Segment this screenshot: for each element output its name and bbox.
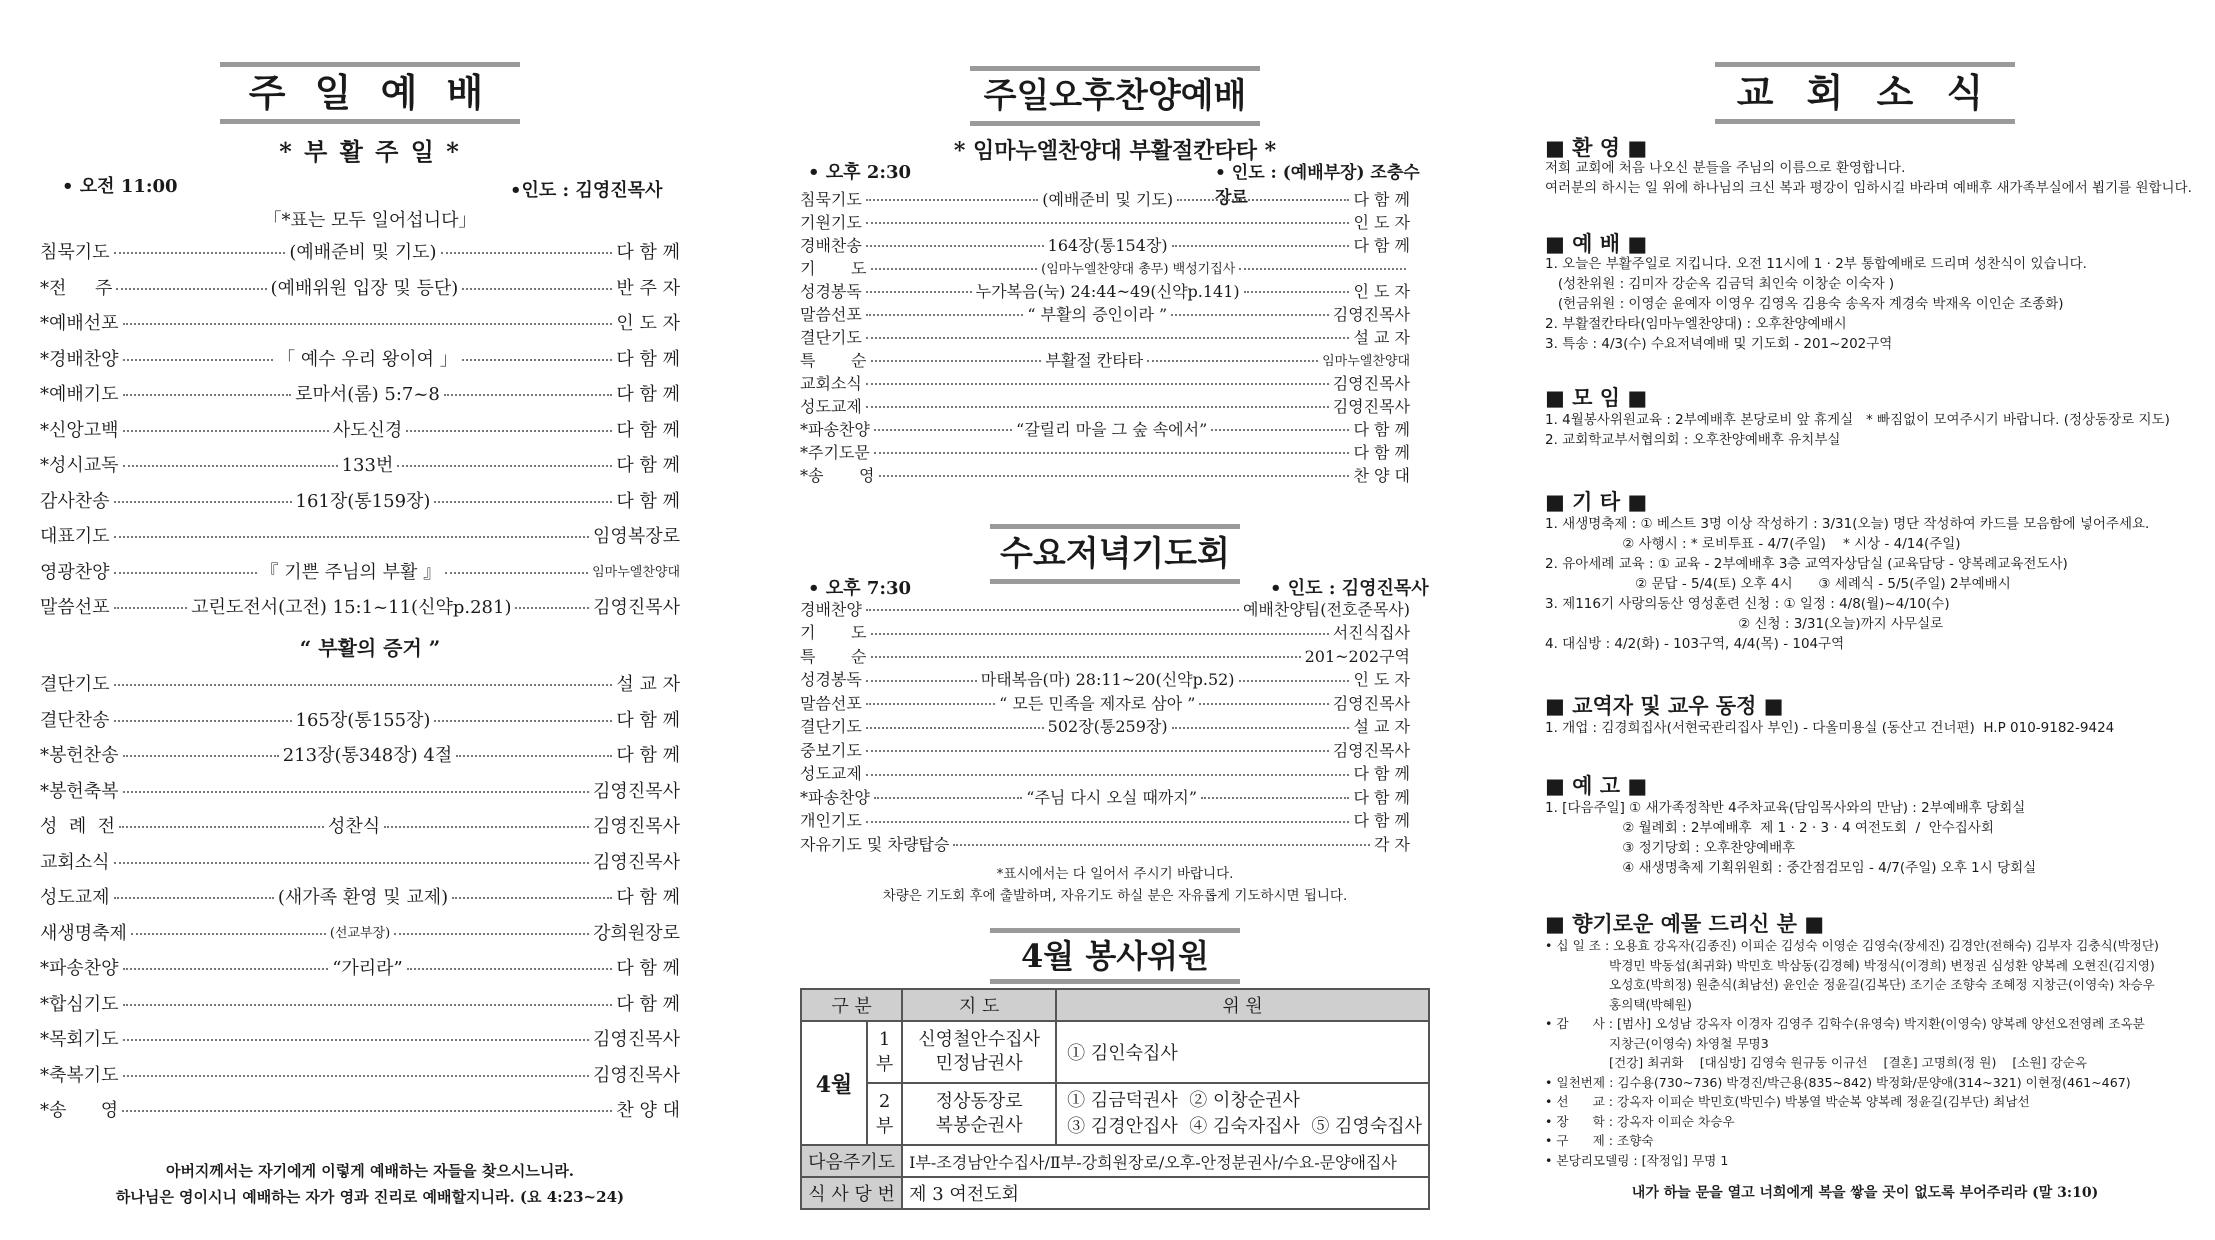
program-responsible: 다 함 께 (1353, 764, 1410, 783)
dot-leader (384, 826, 589, 828)
dot-leader (119, 826, 324, 828)
offering-text: • 십 일 조 : 오용효 강옥자(김종진) 이피순 김성숙 이영순 김영숙(장세진) 김경안(전해숙) 김부자 김충식(박정단) 박경민 박동섭(최귀화) 박민호 박삼동(김경혜) 박정식(이경희) 변정권 심성환 양복례 오현진(김지영) 오성호(박희정) 원춘식(최남선) 윤인순 정윤길(김복단) 조기순 조향숙 조혜정 지창근(이영숙) 차승우 홍의택(박혜원) • 감 사 : [범사] 오성남 강옥자 이경자 김영주 김학수(유영숙) 박지환(이영숙) 양복례 양선오전영례 조옥분 지창근(이영숙) 차영철 무명3 [건강] 최귀화 [대심방] 김영숙 원규동 이규선 [결혼] 고명희(정 원) [소원] 강순옥 • 일천번제 : 김수용(730~736) 박경진/박근용(835~842) 박정화/문양애(314~321) 이현정(461~467) • 선 교 : 강옥자 이피순 박민호(박민수) 박봉열 박순복 양복례 정윤길(김부단) 최남선 • 장 학 : 강옥자 이피순 차승우 • 구 제 : 조향숙 • 본당리모델링 : [작정입] 무명 1 (1545, 938, 2159, 1168)
dot-leader (123, 968, 329, 970)
program-detail: “갈릴리 마을 그 숲 속에서” (1016, 419, 1208, 439)
program-detail: 502장(통259장) (1047, 717, 1168, 736)
program-row (800, 738, 1410, 760)
dot-leader (866, 199, 1038, 201)
program-responsible: 김영진목사 (1332, 693, 1410, 713)
program-responsible: 다 함 께 (616, 455, 681, 476)
wednesday-leader: • 인도 : 김영진목사 (1270, 578, 1429, 599)
stand-note: 「*표는 모두 일어섭니다」 (263, 210, 477, 231)
program-detail: “ 모든 민족을 제자로 삼아 ” (999, 693, 1196, 713)
program-label: 기 도 (800, 623, 867, 642)
table-members-2 (1056, 1083, 1429, 1145)
dot-leader (406, 430, 612, 432)
program-responsible: 다 함 께 (616, 958, 680, 979)
dot-leader (1199, 703, 1328, 705)
program-label: 경배찬양 (800, 599, 862, 619)
table-month: 4월 (801, 1021, 867, 1145)
program-row (800, 348, 1410, 370)
program-label: *송 영 (40, 1100, 119, 1121)
church-news-column (1545, 0, 2192, 1240)
program-label: 감사찬송 (40, 490, 110, 512)
program-detail: 부활절 칸타타 (1045, 350, 1144, 370)
program-responsible: 다 함 께 (616, 419, 681, 441)
program-detail: (예배준비 및 기도) (289, 242, 437, 263)
program-label: *경배찬양 (40, 348, 119, 370)
program-label: 교회소식 (40, 851, 110, 873)
program-detail: 133번 (341, 455, 394, 476)
program-responsible: 다 함 께 (616, 348, 680, 370)
closing-verse-2: 하나님은 영이시니 예배하는 자가 영과 진리로 예배할지니라. (요 4:23~24) (115, 1188, 625, 1206)
program-responsible: 찬 양 대 (1353, 465, 1410, 485)
dot-leader (874, 429, 1012, 431)
vehicle-note: 차량은 기도회 후에 출발하며, 자유기도 하실 분은 자유롭게 기도하시면 됩니다. (882, 888, 1348, 904)
program-responsible: 다 함 께 (616, 384, 680, 405)
program-detail: 213장(통348장) 4절 (282, 745, 453, 766)
notice-title: ■ 예 고 ■ (1545, 774, 1648, 798)
dot-leader (1172, 727, 1350, 729)
program-row (800, 644, 1410, 666)
program-label: 영광찬양 (40, 561, 110, 583)
program-responsible: 다 함 께 (1353, 442, 1410, 462)
program-label: *전 주 (40, 277, 113, 299)
staff-news-text: 1. 개업 : 김경희집사(서현국관리집사 부인) - 다올미용실 (동산고 건너편) H.P 010-9182-9424 (1545, 720, 2115, 736)
dot-leader (866, 821, 1350, 823)
program-responsible: 다 함 께 (616, 993, 680, 1015)
program-row (40, 704, 680, 734)
program-row (800, 210, 1410, 232)
dot-leader (866, 314, 1024, 316)
table-members-1: ① 김인숙집사 (1056, 1021, 1429, 1083)
staff-news-title: ■ 교역자 및 교우 동정 ■ (1545, 694, 1784, 718)
dot-leader (407, 968, 613, 970)
program-label: 개인기도 (800, 811, 862, 830)
dot-leader (456, 755, 612, 757)
table-header-division: 구 분 (801, 989, 902, 1021)
program-row (800, 440, 1410, 462)
program-row (40, 556, 680, 586)
program-row (40, 810, 680, 840)
program-detail: (선교부장) (329, 926, 391, 941)
program-responsible: 김영진목사 (1332, 740, 1410, 760)
program-row (40, 236, 680, 266)
table-members-2a: ① 김금덕권사 ② 이창순권사 (1067, 1090, 1300, 1111)
dot-leader (131, 933, 326, 935)
dot-leader (452, 897, 612, 899)
church-news-title: 교 회 소 식 (1715, 62, 2015, 124)
dot-leader (434, 501, 612, 503)
program-responsible: 김영진목사 (593, 816, 680, 837)
program-responsible: 설 교 자 (1353, 327, 1410, 347)
closing-verse-3: 내가 하늘 문을 열고 너희에게 복을 쌓을 곳이 없도록 부어주리라 (말 3:10) (1631, 1185, 2099, 1201)
table-header-guide: 지 도 (902, 989, 1056, 1021)
dot-leader (394, 933, 589, 935)
program-label: 자유기도 및 차량탑승 (800, 834, 950, 854)
program-row (800, 417, 1410, 439)
program-responsible: 201~202구역 (1304, 646, 1410, 666)
program-responsible: 다 함 께 (1353, 419, 1411, 439)
program-row (800, 279, 1410, 301)
program-label: 말씀선포 (800, 693, 862, 713)
program-detail: 「 예수 우리 왕이여 」 (277, 348, 458, 370)
program-row (40, 917, 680, 947)
dot-leader (1172, 245, 1350, 247)
program-row (800, 256, 1410, 278)
program-detail: 마태복음(마) 28:11~20(신약p.52) (980, 670, 1235, 689)
afternoon-worship-subtitle: * 임마누엘찬양대 부활절칸타타 * (953, 138, 1277, 164)
program-row (40, 272, 680, 302)
program-row (40, 988, 680, 1018)
program-row (40, 1094, 680, 1124)
program-row (40, 520, 680, 550)
dot-leader (866, 383, 1329, 385)
dot-leader (866, 680, 977, 682)
dot-leader (114, 897, 274, 899)
april-volunteers-table (800, 988, 1430, 1210)
program-responsible: 다 함 께 (616, 709, 680, 731)
notice-text: 1. [다음주일] ① 새가족정착반 4주차교육(담임목사와의 만남) : 2부예배후 당회실 ② 월례회 : 2부예배후 제 1 · 2 · 3 · 4 여전도회 / 안수집사회 ③ 정기당회 : 오후찬양예배후 ④ 새생명축제 기획위원회 : 중간점검모임 - 4/7(주일) 오후 1시 당회실 (1545, 800, 2037, 876)
program-row (40, 378, 680, 408)
afternoon-worship-time: • 오후 2:30 (808, 162, 912, 183)
dot-leader (874, 452, 1350, 454)
dot-leader (866, 750, 1329, 752)
program-detail: 고린도전서(고전) 15:1~11(신약p.281) (191, 597, 512, 618)
program-label: *성시교독 (40, 455, 119, 476)
dot-leader (866, 222, 1350, 224)
dot-leader (444, 394, 613, 396)
program-label: *축복기도 (40, 1064, 119, 1086)
program-responsible: 임영복장로 (593, 526, 680, 547)
sermon-title: “ 부활의 증거 ” (299, 636, 441, 660)
program-responsible: 다 함 께 (616, 887, 680, 908)
program-detail: 성찬식 (327, 816, 381, 837)
wednesday-time: • 오후 7:30 (808, 578, 912, 599)
program-responsible: 임마누엘찬양대 (1322, 353, 1410, 369)
program-detail: 사도신경 (332, 419, 403, 441)
dot-leader (871, 360, 1042, 362)
afternoon-worship-title: 주일오후찬양예배 (970, 66, 1260, 126)
program-label: *신앙고백 (40, 419, 119, 441)
dot-leader (123, 1075, 589, 1077)
dot-leader (462, 359, 613, 361)
program-row (800, 325, 1410, 347)
program-row (800, 621, 1410, 643)
program-responsible: 인 도 자 (1353, 670, 1410, 689)
program-label: 성도교제 (800, 396, 862, 416)
program-responsible: 설 교 자 (1353, 717, 1410, 736)
program-row (800, 668, 1410, 690)
welcome-text: 저희 교회에 처음 나오신 분들을 주님의 이름으로 환영합니다. 여러분의 하시는 일 위에 하나님의 크신 복과 평강이 임하시길 바라며 예배후 새가족부실에서 뵙기를 원합니다. (1545, 160, 2192, 196)
program-label: *봉헌축복 (40, 780, 119, 802)
program-row (40, 414, 680, 444)
program-responsible: 예배찬양팀(전호준목사) (1242, 599, 1410, 619)
program-responsible: 김영진목사 (1332, 396, 1410, 416)
program-label: 침묵기도 (40, 242, 110, 263)
etc-title: ■ 기 타 ■ (1545, 490, 1648, 514)
program-label: 특 순 (800, 646, 867, 666)
program-responsible: 김영진목사 (593, 851, 680, 873)
dot-leader (866, 774, 1350, 776)
program-responsible: 인 도 자 (616, 313, 680, 334)
program-label: 성경봉독 (800, 670, 862, 689)
table-part-1: 1부 (867, 1021, 902, 1083)
program-row (800, 302, 1410, 324)
program-row (40, 343, 680, 373)
program-label: *송 영 (800, 465, 875, 485)
program-responsible: 김영진목사 (593, 1064, 680, 1086)
program-row (40, 1059, 680, 1089)
dot-leader (874, 797, 1022, 799)
program-label: 결단기도 (40, 674, 110, 695)
dot-leader (953, 844, 1370, 846)
program-label: 교회소식 (800, 373, 862, 393)
dot-leader (1211, 429, 1349, 431)
program-label: 대표기도 (40, 526, 110, 547)
program-row (40, 307, 680, 337)
program-label: 경배찬송 (800, 235, 862, 255)
dot-leader (866, 406, 1329, 408)
dot-leader (871, 656, 1301, 658)
meeting-text: 1. 4월봉사위원교육 : 2부예배후 본당로비 앞 휴게실 * 빠짐없이 모여주시기 바랍니다. (정상동장로 지도) 2. 교회학교부서협의회 : 오후찬양예배후 유치부실 (1545, 412, 2170, 448)
program-row (800, 691, 1410, 713)
dot-leader (866, 727, 1044, 729)
program-detail: 164장(통154장) (1047, 235, 1168, 255)
dot-leader (866, 337, 1350, 339)
program-label: *파송찬양 (800, 419, 870, 439)
program-row (800, 785, 1410, 807)
afternoon-worship-column (800, 0, 1430, 1240)
program-label: *봉헌찬송 (40, 745, 119, 766)
program-responsible: 임마누엘찬양대 (592, 565, 681, 580)
wednesday-prayer-title: 수요저녁기도회 (990, 524, 1240, 584)
program-label: *예배선포 (40, 313, 119, 334)
next-prayer-label: 다음주기도 (801, 1145, 902, 1177)
program-detail: “주님 다시 오실 때까지” (1026, 787, 1198, 807)
welcome-title: ■ 환 영 ■ (1545, 136, 1648, 160)
dot-leader (866, 291, 972, 293)
dot-leader (114, 607, 188, 609)
program-row (800, 715, 1410, 737)
dot-leader (879, 475, 1350, 477)
dot-leader (397, 465, 612, 467)
dot-leader (114, 862, 589, 864)
program-detail: 로마서(롬) 5:7~8 (295, 384, 440, 405)
main-worship-title: 주 일 예 배 (220, 62, 520, 124)
program-detail: (새가족 환영 및 교제) (277, 887, 449, 908)
dot-leader (441, 252, 613, 254)
program-responsible: 다 함 께 (616, 242, 681, 263)
program-row (800, 762, 1410, 784)
program-responsible: 김영진목사 (593, 597, 681, 618)
program-row (800, 463, 1410, 485)
dot-leader (114, 536, 589, 538)
dot-leader (114, 252, 286, 254)
program-row (40, 775, 680, 805)
program-label: *합심기도 (40, 993, 119, 1015)
program-label: 말씀선포 (800, 304, 862, 324)
program-row (800, 809, 1410, 831)
dot-leader (123, 323, 613, 325)
dot-leader (1177, 199, 1349, 201)
dot-leader (462, 288, 612, 290)
program-label: 성경봉독 (800, 281, 862, 301)
program-detail: 165장(통155장) (295, 709, 431, 731)
program-responsible: 설 교 자 (616, 674, 680, 695)
table-header-members: 위 원 (1056, 989, 1429, 1021)
worship-news-title: ■ 예 배 ■ (1545, 232, 1648, 256)
next-prayer-value: Ⅰ부-조경남안수집사/Ⅱ부-강희원장로/오후-안정분권사/수요-문양애집사 (902, 1145, 1429, 1177)
program-label: 침묵기도 (800, 189, 862, 209)
program-row (40, 846, 680, 876)
program-detail: 『 기쁜 주님의 부활 』 (260, 561, 442, 583)
main-worship-subtitle: * 부 활 주 일 * (279, 137, 461, 166)
program-detail: 161장(통159장) (295, 490, 431, 512)
dot-leader (434, 720, 612, 722)
dot-leader (116, 288, 266, 290)
dot-leader (515, 607, 589, 609)
program-row (40, 739, 680, 769)
main-worship-time: • 오전 11:00 (62, 176, 178, 197)
program-detail: 누가복음(눅) 24:44~49(신약p.141) (975, 281, 1240, 301)
dot-leader (1239, 268, 1406, 270)
program-row (800, 394, 1410, 416)
program-label: *주기도문 (800, 442, 870, 462)
dot-leader (123, 791, 589, 793)
program-responsible: 서진식집사 (1332, 623, 1410, 642)
program-label: *파송찬양 (40, 958, 119, 979)
program-detail: “가리라” (332, 958, 403, 979)
dot-leader (123, 394, 292, 396)
program-responsible: 김영진목사 (1332, 304, 1411, 324)
program-detail: (예배위원 입장 및 등단) (270, 277, 459, 299)
dot-leader (123, 430, 329, 432)
table-members-2b: ③ 김경안집사 ④ 김숙자집사 ⑤ 김영숙집사 (1067, 1116, 1422, 1137)
program-label: 특 순 (800, 350, 867, 370)
program-row (800, 832, 1410, 854)
dot-leader (114, 684, 613, 686)
meal-duty-value: 제 3 여전도회 (902, 1177, 1429, 1209)
dot-leader (114, 720, 292, 722)
table-part-2: 2부 (867, 1083, 902, 1145)
program-label: 기원기도 (800, 212, 862, 232)
program-row (40, 952, 680, 982)
program-row (800, 233, 1410, 255)
dot-leader (123, 1004, 613, 1006)
program-row (40, 449, 680, 479)
program-responsible: 각 자 (1374, 834, 1410, 854)
program-label: 중보기도 (800, 740, 862, 760)
closing-verse-1: 아버지께서는 자기에게 이렇게 예배하는 자들을 찾으시느니라. (165, 1162, 575, 1180)
program-label: 결단찬송 (40, 709, 110, 731)
april-volunteers-title: 4월 봉사위원 (990, 928, 1240, 984)
worship-news-text: 1. 오늘은 부활주일로 지킵니다. 오전 11시에 1 · 2부 통합예배로 드리며 성찬식이 있습니다. (성찬위원 : 김미자 강순옥 김금덕 최인숙 이창순 이숙자 ) (헌금위원 : 이영순 윤예자 이영우 김영옥 김용숙 송옥자 계경숙 박재옥 이인순 조종화) 2. 부활절칸타타(임마누엘찬양대) : 오후찬양예배시 3. 특송 : 4/3(수) 수요저녁예배 및 기도회 - 201~202구역 (1545, 256, 2087, 352)
dot-leader (114, 501, 292, 503)
program-responsible: 찬 양 대 (616, 1100, 680, 1121)
program-label: 성도교제 (800, 764, 862, 783)
program-label: *파송찬양 (800, 787, 870, 807)
dot-leader (1201, 797, 1349, 799)
program-responsible: 다 함 께 (1353, 811, 1410, 830)
table-guide-1: 신영철안수집사 민정남권사 (902, 1021, 1056, 1083)
meeting-title: ■ 모 임 ■ (1545, 386, 1648, 410)
dot-leader (1244, 291, 1350, 293)
dot-leader (871, 633, 1329, 635)
program-row (40, 591, 680, 621)
program-responsible: 인 도 자 (1353, 212, 1410, 232)
main-worship-leader: •인도 : 김영진목사 (510, 180, 663, 201)
program-label: *목회기도 (40, 1029, 119, 1050)
program-label: 결단기도 (800, 717, 862, 736)
dot-leader (122, 1110, 612, 1112)
program-row (40, 881, 680, 911)
program-label: *예배기도 (40, 384, 119, 405)
dot-leader (114, 572, 257, 574)
dot-leader (871, 268, 1038, 270)
dot-leader (866, 609, 1239, 611)
program-responsible: 김영진목사 (593, 1029, 680, 1050)
program-label: 결단기도 (800, 327, 862, 347)
afternoon-worship-leader: • 인도 : (예배부장) 조충수장로 (1215, 163, 1420, 208)
table-guide-2: 정상동장로 복봉순권사 (902, 1083, 1056, 1145)
program-row (800, 187, 1410, 209)
program-row (40, 668, 680, 698)
main-worship-column (40, 0, 700, 1240)
program-label: 말씀선포 (40, 597, 110, 618)
program-detail: (임마누엘찬양대 총무) 백성기집사 (1041, 261, 1236, 277)
dot-leader (1171, 314, 1329, 316)
program-detail: (예배준비 및 기도) (1042, 189, 1174, 209)
program-row (40, 485, 680, 515)
program-responsible: 다 함 께 (616, 745, 680, 766)
program-responsible: 다 함 께 (1353, 235, 1410, 255)
program-row (800, 597, 1410, 619)
offering-title: ■ 향기로운 예물 드리신 분 ■ (1545, 912, 1825, 936)
dot-leader (866, 703, 995, 705)
program-detail: “ 부활의 증인이라 ” (1027, 304, 1168, 324)
stand-note-2: *표시에서는 다 일어서 주시기 바랍니다. (996, 866, 1234, 882)
program-label: 새생명축제 (40, 922, 127, 944)
meal-duty-label: 식 사 당 번 (801, 1177, 902, 1209)
dot-leader (445, 572, 588, 574)
program-responsible: 다 함 께 (1353, 787, 1411, 807)
program-responsible: 강희원장로 (593, 922, 681, 944)
dot-leader (123, 1039, 589, 1041)
program-row (40, 1023, 680, 1053)
dot-leader (1147, 360, 1318, 362)
dot-leader (123, 465, 338, 467)
program-label: 성 례 전 (40, 816, 116, 837)
dot-leader (123, 755, 279, 757)
etc-text: 1. 새생명축제 : ① 베스트 3명 이상 작성하기 : 3/31(오늘) 명단 작성하여 카드를 모음함에 넣어주세요. ② 사행시 : * 로비투표 - 4/7(주일) * 시상 - 4/14(주일) 2. 유아세례 교육 : ① 교육 - 2부예배후 3층 교역자상담실 (교육담당 - 양복례교육전도사) ② 문답 - 5/4(토) 오후 4시 ③ 세례식 - 5/5(주일) 2부예배시 3. 제116기 사랑의동산 영성훈련 신청 : ① 일정 : 4/8(월)~4/10(수) ② 신청 : 3/31(오늘)까지 사무실로 4. 대심방 : 4/2(화) - 103구역, 4/4(목) - 104구역 (1545, 516, 2150, 652)
program-responsible: 김영진목사 (1332, 373, 1410, 393)
program-responsible: 반 주 자 (616, 277, 681, 299)
dot-leader (866, 245, 1044, 247)
program-row (800, 371, 1410, 393)
program-responsible: 인 도 자 (1353, 281, 1410, 301)
program-responsible: 다 함 께 (1353, 189, 1411, 209)
program-label: 기 도 (800, 258, 867, 278)
program-responsible: 김영진목사 (593, 780, 680, 802)
dot-leader (123, 359, 274, 361)
program-responsible: 다 함 께 (616, 490, 680, 512)
program-label: 성도교제 (40, 887, 110, 908)
dot-leader (1239, 680, 1350, 682)
